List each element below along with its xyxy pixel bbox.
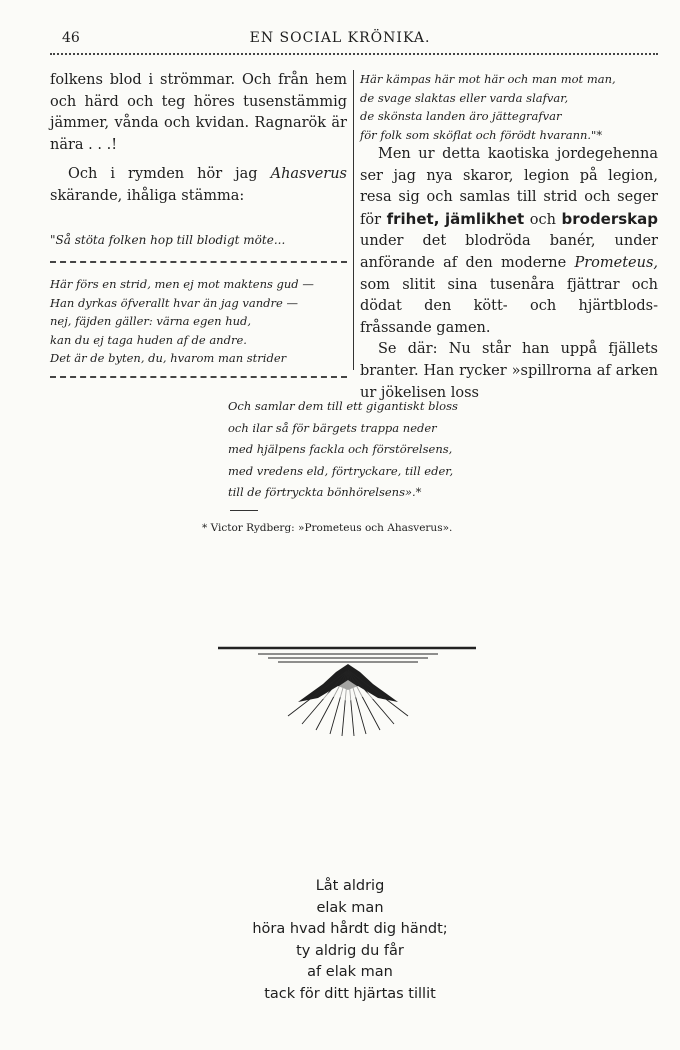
left-column [50, 70, 347, 378]
column-divider [353, 70, 354, 370]
bold-word-jamlikhet: jämlikhet [444, 209, 525, 228]
text-run: Men ur detta kaotiska jordegehenna ser jag nya skaror, legion på legion, resa sig och samlas till strid och seger för [360, 146, 658, 228]
poem-line: och ilar så för bärgets trappa neder [228, 420, 437, 435]
right-paragraph-1 [360, 144, 658, 339]
dashed-separator [50, 376, 347, 378]
bold-word-broderskap: broderskap [561, 209, 659, 228]
motto-line: höra hvad hårdt dig händt; [252, 921, 448, 938]
motto-line: elak man [316, 899, 384, 916]
italic-name-prometeus: Prometeus, [574, 254, 658, 271]
right-paragraph-2: Se där: Nu står han uppå fjällets branter. Han rycker »spillrorna af arken ur jökelisen loss [360, 341, 658, 401]
right-verse [360, 70, 658, 144]
text-run: som slitit sina tusenåra fjättrar och dödat den kött- och hjärtblods-fråssande gamen. [360, 276, 658, 336]
verse-line: Här kämpas här mot här och man mot man, [360, 72, 616, 86]
poem-line: till de förtryckta bönhörelsens».* [228, 485, 422, 500]
poem-line: Och samlar dem till ett gigantiskt bloss [228, 399, 458, 413]
left-paragraph-2 [50, 164, 347, 207]
verse-line: Här förs en strid, men ej mot maktens gud — [50, 277, 314, 292]
text-run: under det blodröda banér, under anförande af den moderne [360, 233, 658, 271]
motto-line: ty aldrig du får [296, 942, 404, 959]
motto-verse [230, 876, 470, 1006]
verse-line: för folk som sköflat och förödt hvarann."* [360, 127, 603, 142]
bold-word-frihet: frihet, [386, 209, 440, 228]
motto-line: Låt aldrig [315, 878, 385, 894]
verse-line: de svage slaktas eller varda slafvar, [360, 90, 569, 105]
verse-line: de skönsta landen äro jättegrafvar [360, 109, 562, 123]
running-title: EN SOCIAL KRÖNIKA. [249, 30, 431, 46]
dashed-separator [50, 261, 347, 263]
left-paragraph-1: folkens blod i strömmar. Och från hem och härd och teg höres tusenstämmig jämmer, vånda och kvidan. Ragnarök är nära . . .! [50, 72, 347, 153]
right-column [360, 70, 658, 404]
text-run: Och i rymden hör jag [68, 166, 271, 183]
motto-line: tack för ditt hjärtas tillit [264, 985, 436, 1002]
verse-line: nej, fäjden gäller: värna egen hud, [50, 314, 252, 329]
header-rule [50, 53, 658, 55]
page-number: 46 [62, 30, 80, 46]
poem-line: med vredens eld, förtryckare, till eder, [228, 463, 454, 478]
quote-line: "Så stöta folken hop till blodigt möte... [50, 232, 286, 247]
motto-line: af elak man [307, 964, 393, 981]
left-verse [50, 275, 347, 368]
verse-line: Han dyrkas öfverallt hvar än jag vandre — [50, 295, 299, 310]
verse-line: Det är de byten, du, hvarom man strider [50, 351, 287, 366]
text-run: och [524, 211, 562, 228]
decorative-ornament [218, 640, 478, 740]
verse-line: kan du ej taga huden af de andre. [50, 332, 247, 347]
footnote: * Victor Rydberg: »Prometeus och Ahasverus». [202, 522, 453, 534]
center-poem [228, 396, 458, 504]
footnote-rule [230, 510, 258, 511]
text-run: skärande, ihåliga stämma: [50, 187, 245, 204]
italic-name-ahasverus: Ahasverus [270, 166, 347, 183]
poem-line: med hjälpens fackla och förstörelsens, [228, 442, 453, 457]
